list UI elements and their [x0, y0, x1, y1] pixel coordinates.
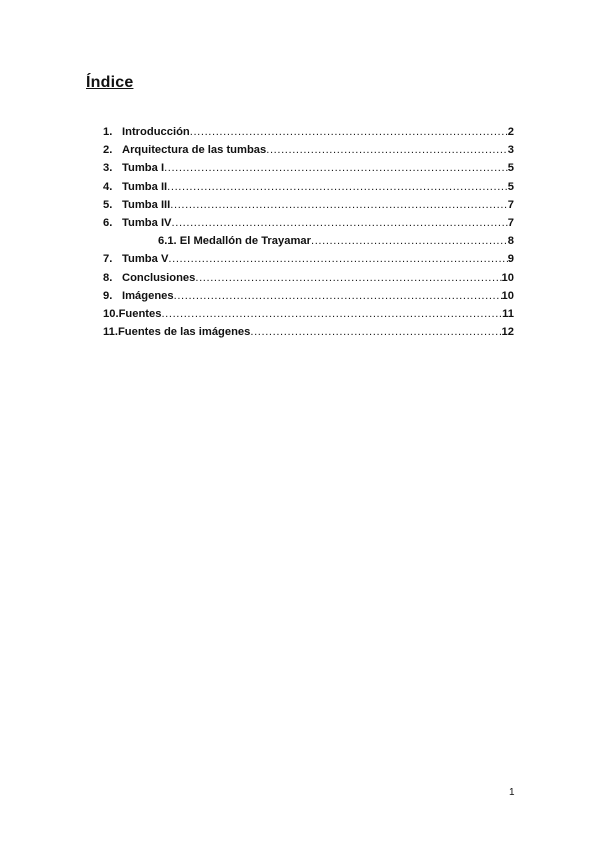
toc-entry-label	[158, 232, 311, 250]
toc-entry-page: 5	[507, 180, 514, 193]
toc-entry-label: Arquitectura de las tumbas	[122, 144, 267, 157]
dot-leader	[168, 250, 507, 268]
toc-entry-number: 6.	[103, 216, 113, 229]
toc-entry-tumba-iii[interactable]	[103, 196, 514, 214]
toc-entry-page: 10	[501, 271, 514, 284]
toc-entry-page: 3	[507, 144, 514, 157]
toc-entry-number: 4.	[103, 180, 113, 193]
toc-entry-label: Tumba V	[122, 253, 169, 266]
toc-entry-imagenes[interactable]	[103, 287, 514, 305]
toc-entry-conclusiones[interactable]	[103, 269, 514, 287]
dot-leader	[190, 123, 508, 141]
toc-entry-label	[103, 323, 250, 341]
toc-entry-number: 9.	[103, 289, 113, 302]
dot-leader	[161, 305, 502, 323]
toc-entry-number: 1.	[103, 126, 113, 138]
toc-entry-introduccion[interactable]	[103, 123, 514, 141]
toc-entry-label: Tumba IV	[122, 216, 172, 229]
dot-leader	[174, 287, 502, 305]
table-of-contents	[103, 123, 514, 341]
page-number: 1	[509, 787, 515, 798]
toc-entry-page: 9	[507, 253, 514, 266]
toc-entry-number: 5.	[103, 198, 113, 211]
toc-entry-label: Introducción	[122, 126, 190, 138]
toc-entry-text: El Medallón de Trayamar	[179, 235, 311, 248]
dot-leader	[250, 323, 501, 341]
toc-entry-tumba-v[interactable]	[103, 250, 514, 268]
dot-leader	[170, 196, 507, 214]
dot-leader	[266, 141, 508, 159]
toc-entry-fuentes[interactable]	[103, 305, 514, 323]
toc-entry-tumba-i[interactable]	[103, 159, 514, 177]
toc-entry-page: 7	[507, 216, 514, 229]
toc-entry-number: 8.	[103, 271, 113, 284]
toc-entry-page: 12	[501, 326, 514, 339]
dot-leader	[172, 214, 508, 232]
toc-entry-label: Conclusiones	[122, 271, 196, 284]
toc-entry-page: 10	[501, 289, 514, 302]
toc-entry-label: Tumba III	[122, 198, 171, 211]
toc-entry-text: Fuentes	[118, 307, 162, 320]
page-title: Índice	[86, 74, 134, 91]
toc-entry-tumba-ii[interactable]	[103, 178, 514, 196]
toc-entry-number: 7.	[103, 253, 113, 266]
toc-entry-page: 8	[507, 235, 514, 248]
dot-leader	[195, 269, 501, 287]
toc-entry-label	[103, 305, 161, 323]
dot-leader	[164, 159, 508, 177]
toc-entry-label: Tumba II	[122, 180, 168, 193]
toc-entry-page: 5	[507, 162, 514, 175]
toc-entry-tumba-iv[interactable]	[103, 214, 514, 232]
toc-entry-fuentes-imagenes[interactable]	[103, 323, 514, 341]
toc-entry-number: 11.	[103, 326, 118, 339]
toc-entry-number: 3.	[103, 162, 113, 175]
dot-leader	[311, 232, 508, 250]
toc-entry-number: 10.	[103, 307, 119, 320]
toc-entry-number: 2.	[103, 144, 113, 157]
dot-leader	[167, 178, 508, 196]
toc-entry-page: 11	[502, 307, 514, 320]
toc-entry-medallon[interactable]	[103, 232, 514, 250]
toc-entry-label: Imágenes	[122, 289, 174, 302]
toc-entry-text: Fuentes de las imágenes	[117, 326, 251, 339]
toc-entry-number: 6.1.	[158, 235, 177, 248]
toc-entry-page: 7	[507, 198, 514, 211]
toc-entry-label: Tumba I	[122, 162, 165, 175]
toc-entry-page: 2	[507, 126, 514, 138]
toc-entry-arquitectura[interactable]	[103, 141, 514, 159]
